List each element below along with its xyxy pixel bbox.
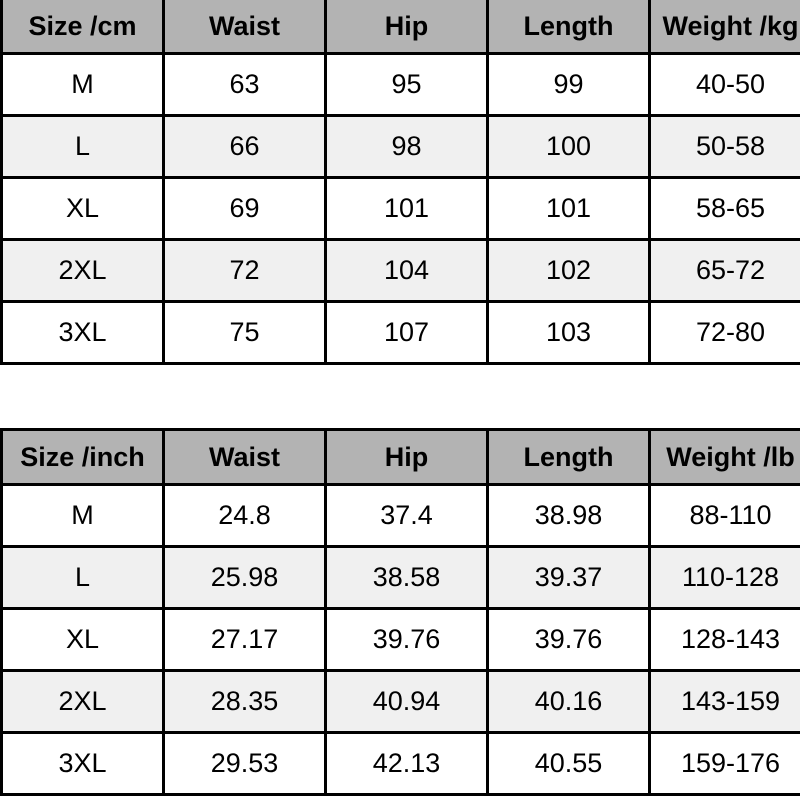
- measurement-cell: 103: [488, 302, 650, 364]
- measurement-cell: 63: [164, 54, 326, 116]
- measurement-cell: 98: [326, 116, 488, 178]
- table-row: [2, 54, 800, 116]
- size-label-cell: 3XL: [2, 733, 164, 795]
- size-table-cm-body: [2, 54, 800, 364]
- size-table-inch: [0, 428, 800, 796]
- measurement-cell: 99: [488, 54, 650, 116]
- measurement-cell: 24.8: [164, 485, 326, 547]
- size-label-cell: 2XL: [2, 671, 164, 733]
- column-header: Size /inch: [2, 430, 164, 485]
- measurement-cell: 107: [326, 302, 488, 364]
- table-row: [2, 733, 800, 795]
- size-label-cell: XL: [2, 609, 164, 671]
- measurement-cell: 40-50: [650, 54, 800, 116]
- measurement-cell: 100: [488, 116, 650, 178]
- size-table-inch-body: [2, 485, 800, 795]
- table-row: [2, 671, 800, 733]
- measurement-cell: 42.13: [326, 733, 488, 795]
- measurement-cell: 25.98: [164, 547, 326, 609]
- measurement-cell: 102: [488, 240, 650, 302]
- table-row: [2, 547, 800, 609]
- measurement-cell: 40.55: [488, 733, 650, 795]
- table-row: [2, 178, 800, 240]
- size-label-cell: XL: [2, 178, 164, 240]
- measurement-cell: 128-143: [650, 609, 800, 671]
- measurement-cell: 104: [326, 240, 488, 302]
- table-row: [2, 240, 800, 302]
- measurement-cell: 95: [326, 54, 488, 116]
- column-header: Hip: [326, 0, 488, 54]
- size-table-cm-head: [2, 0, 800, 54]
- column-header: Size /cm: [2, 0, 164, 54]
- measurement-cell: 72: [164, 240, 326, 302]
- table-gap: [0, 365, 800, 428]
- column-header: Length: [488, 0, 650, 54]
- table-row: [2, 609, 800, 671]
- measurement-cell: 38.58: [326, 547, 488, 609]
- measurement-cell: 72-80: [650, 302, 800, 364]
- table-row: [2, 302, 800, 364]
- table-row: [2, 116, 800, 178]
- measurement-cell: 39.76: [488, 609, 650, 671]
- measurement-cell: 40.94: [326, 671, 488, 733]
- measurement-cell: 75: [164, 302, 326, 364]
- header-row: [2, 430, 800, 485]
- inch-table-clip: [0, 428, 800, 796]
- measurement-cell: 40.16: [488, 671, 650, 733]
- measurement-cell: 110-128: [650, 547, 800, 609]
- measurement-cell: 88-110: [650, 485, 800, 547]
- measurement-cell: 66: [164, 116, 326, 178]
- column-header: Weight /kg: [650, 0, 800, 54]
- column-header: Weight /lb: [650, 430, 800, 485]
- column-header: Waist: [164, 430, 326, 485]
- size-label-cell: M: [2, 485, 164, 547]
- measurement-cell: 65-72: [650, 240, 800, 302]
- size-label-cell: 2XL: [2, 240, 164, 302]
- measurement-cell: 159-176: [650, 733, 800, 795]
- measurement-cell: 29.53: [164, 733, 326, 795]
- measurement-cell: 69: [164, 178, 326, 240]
- measurement-cell: 39.76: [326, 609, 488, 671]
- measurement-cell: 50-58: [650, 116, 800, 178]
- size-table-cm: [0, 0, 800, 365]
- measurement-cell: 37.4: [326, 485, 488, 547]
- measurement-cell: 101: [488, 178, 650, 240]
- measurement-cell: 58-65: [650, 178, 800, 240]
- column-header: Hip: [326, 430, 488, 485]
- header-row: [2, 0, 800, 54]
- cm-table-clip: [0, 0, 800, 365]
- measurement-cell: 39.37: [488, 547, 650, 609]
- size-label-cell: 3XL: [2, 302, 164, 364]
- measurement-cell: 28.35: [164, 671, 326, 733]
- measurement-cell: 38.98: [488, 485, 650, 547]
- measurement-cell: 27.17: [164, 609, 326, 671]
- column-header: Waist: [164, 0, 326, 54]
- size-label-cell: L: [2, 547, 164, 609]
- size-label-cell: L: [2, 116, 164, 178]
- size-table-inch-head: [2, 430, 800, 485]
- column-header: Length: [488, 430, 650, 485]
- size-label-cell: M: [2, 54, 164, 116]
- measurement-cell: 143-159: [650, 671, 800, 733]
- measurement-cell: 101: [326, 178, 488, 240]
- table-row: [2, 485, 800, 547]
